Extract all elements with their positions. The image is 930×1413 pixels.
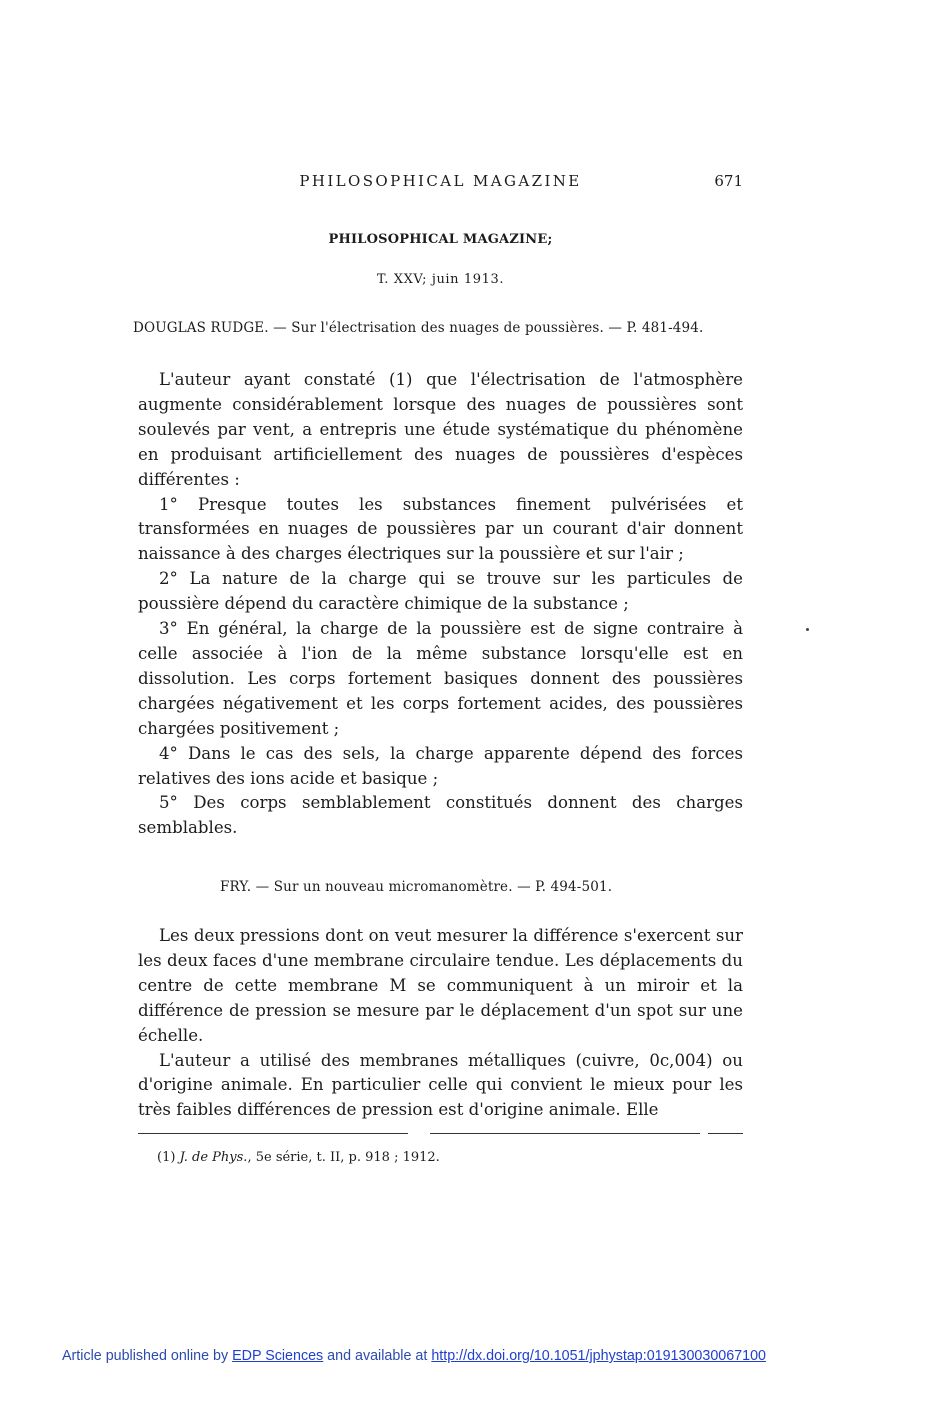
print-speck (806, 628, 809, 631)
paragraph: 3° En général, la charge de la poussière est de signe contraire à celle associée à l'ion de la même substance lorsqu'elle est en dissolution. Les corps fortement basiques donnent des poussières chargées négativement et les corps fortement acides, des poussières chargées positivement ; (138, 619, 743, 738)
running-head (138, 172, 743, 194)
paragraph: L'auteur a utilisé des membranes métalliques (cuivre, 0c,004) ou d'origine animale. En particulier celle qui convient le mieux pour les très faibles différences de pression est d'origine animale. Elle (138, 1050, 743, 1120)
publisher-link[interactable]: EDP Sciences (232, 1348, 324, 1364)
footnote-marker: (1) (157, 1150, 176, 1165)
footnote (157, 1150, 440, 1165)
footnote-journal: J. de Phys. (179, 1150, 248, 1165)
page-number: 671 (714, 172, 743, 190)
article-heading-rudge: DOUGLAS RUDGE. — Sur l'électrisation des nuages de poussières. — P. 481-494. (133, 320, 704, 336)
publication-notice (62, 1348, 766, 1364)
paragraph: L'auteur ayant constaté (1) que l'électrisation de l'atmosphère augmente considérablement lorsque des nuages de poussières sont soulevés par vent, a entrepris une étude systématique du phénomène en produisant artificiellement des nuages de poussières d'espèces différentes : (138, 370, 743, 489)
notice-prefix: Article published online by (62, 1348, 233, 1364)
running-head-title: PHILOSOPHICAL MAGAZINE (299, 172, 582, 190)
paragraph: 5° Des corps semblablement constitués donnent des charges semblables. (138, 793, 743, 838)
footnote-rule (708, 1133, 743, 1134)
article-body-fry (138, 924, 743, 1123)
paragraph: 4° Dans le cas des sels, la charge apparente dépend des forces relatives des ions acide et basique ; (138, 743, 743, 788)
article-body-rudge (138, 368, 743, 841)
paragraph: Les deux pressions dont on veut mesurer la différence s'exercent sur les deux faces d'une membrane circulaire tendue. Les déplacements du centre de cette membrane M se communiquent à un miroir et la différence de pression se mesure par le déplacement d'un spot sur une échelle. (138, 926, 743, 1045)
journal-title: PHILOSOPHICAL MAGAZINE; (328, 232, 553, 247)
paragraph: 1° Presque toutes les substances finement pulvérisées et transformées en nuages de poussières par un courant d'air donnent naissance à des charges électriques sur la poussière et sur l'air ; (138, 494, 743, 564)
doi-link[interactable]: http://dx.doi.org/10.1051/jphystap:019130030067100 (431, 1348, 766, 1364)
footnote-reference: , 5e série, t. II, p. 918 ; 1912. (247, 1150, 440, 1165)
article-heading-fry: FRY. — Sur un nouveau micromanomètre. — P. 494-501. (220, 879, 613, 895)
journal-volume: T. XXV; juin 1913. (376, 272, 505, 287)
footnote-rule (430, 1133, 700, 1134)
notice-middle: and available at (323, 1348, 432, 1364)
footnote-rule (138, 1133, 408, 1134)
paragraph: 2° La nature de la charge qui se trouve sur les particules de poussière dépend du caractère chimique de la substance ; (138, 569, 743, 614)
